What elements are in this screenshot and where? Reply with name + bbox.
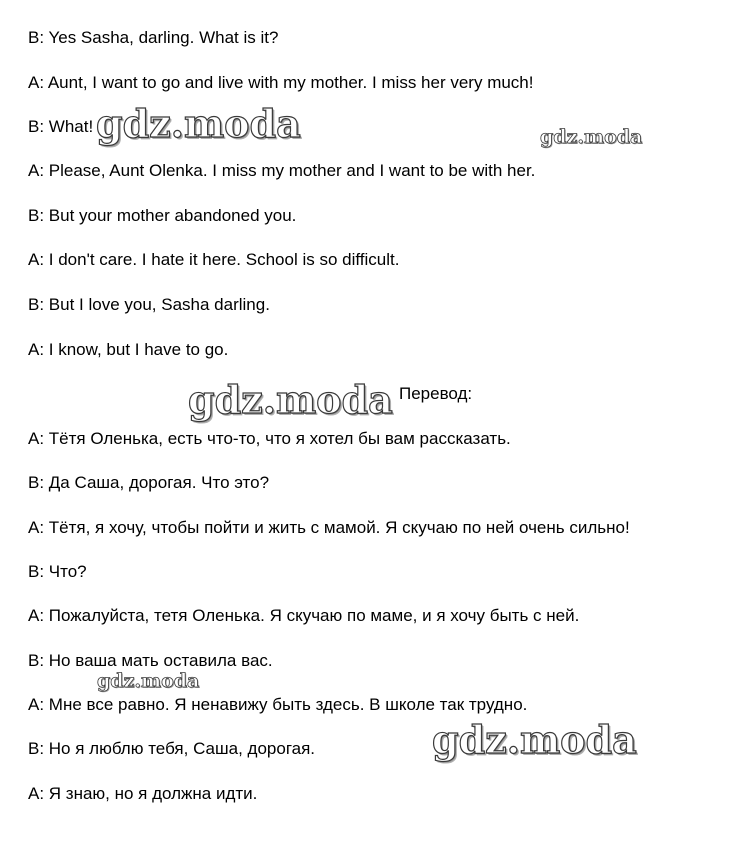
watermark-logo: gdz.moda — [188, 377, 393, 422]
dialogue-line-ru-8: В: Но я люблю тебя, Саша, дорогая. — [28, 739, 316, 758]
watermark-logo: gdz.moda — [432, 717, 637, 762]
dialogue-line-ru-3: А: Тётя, я хочу, чтобы пойти и жить с мамой. Я скучаю по ней очень сильно! — [28, 518, 630, 537]
dialogue-line-en-2: A: Aunt, I want to go and live with my mother. I miss her very much! — [28, 73, 534, 92]
dialogue-line-ru-1: А: Тётя Оленька, есть что-то, что я хотел бы вам рассказать. — [28, 429, 511, 448]
translation-heading: Перевод: — [399, 384, 473, 403]
dialogue-line-en-8: A: I know, but I have to go. — [28, 340, 229, 359]
dialogue-line-ru-2: В: Да Саша, дорогая. Что это? — [28, 473, 270, 492]
dialogue-line-en-7: B: But I love you, Sasha darling. — [28, 295, 270, 314]
dialogue-line-en-4: A: Please, Aunt Olenka. I miss my mother and I want to be with her. — [28, 161, 536, 180]
dialogue-line-ru-6: В: Но ваша мать оставила вас. — [28, 651, 273, 670]
watermark-logo: gdz.moda — [540, 126, 643, 148]
watermark-logo: gdz.moda — [96, 101, 301, 146]
dialogue-line-ru-5: А: Пожалуйста, тетя Оленька. Я скучаю по маме, и я хочу быть с ней. — [28, 606, 580, 625]
dialogue-line-ru-9: А: Я знаю, но я должна идти. — [28, 784, 258, 803]
dialogue-line-en-6: A: I don't care. I hate it here. School is so difficult. — [28, 250, 400, 269]
dialogue-line-ru-7: А: Мне все равно. Я ненавижу быть здесь. В школе так трудно. — [28, 695, 528, 714]
dialogue-line-en-5: B: But your mother abandoned you. — [28, 206, 297, 225]
dialogue-line-en-1: B: Yes Sasha, darling. What is it? — [28, 28, 279, 47]
dialogue-line-en-3: B: What! — [28, 117, 94, 136]
watermark-logo: gdz.moda — [97, 670, 200, 692]
dialogue-line-ru-4: В: Что? — [28, 562, 87, 581]
